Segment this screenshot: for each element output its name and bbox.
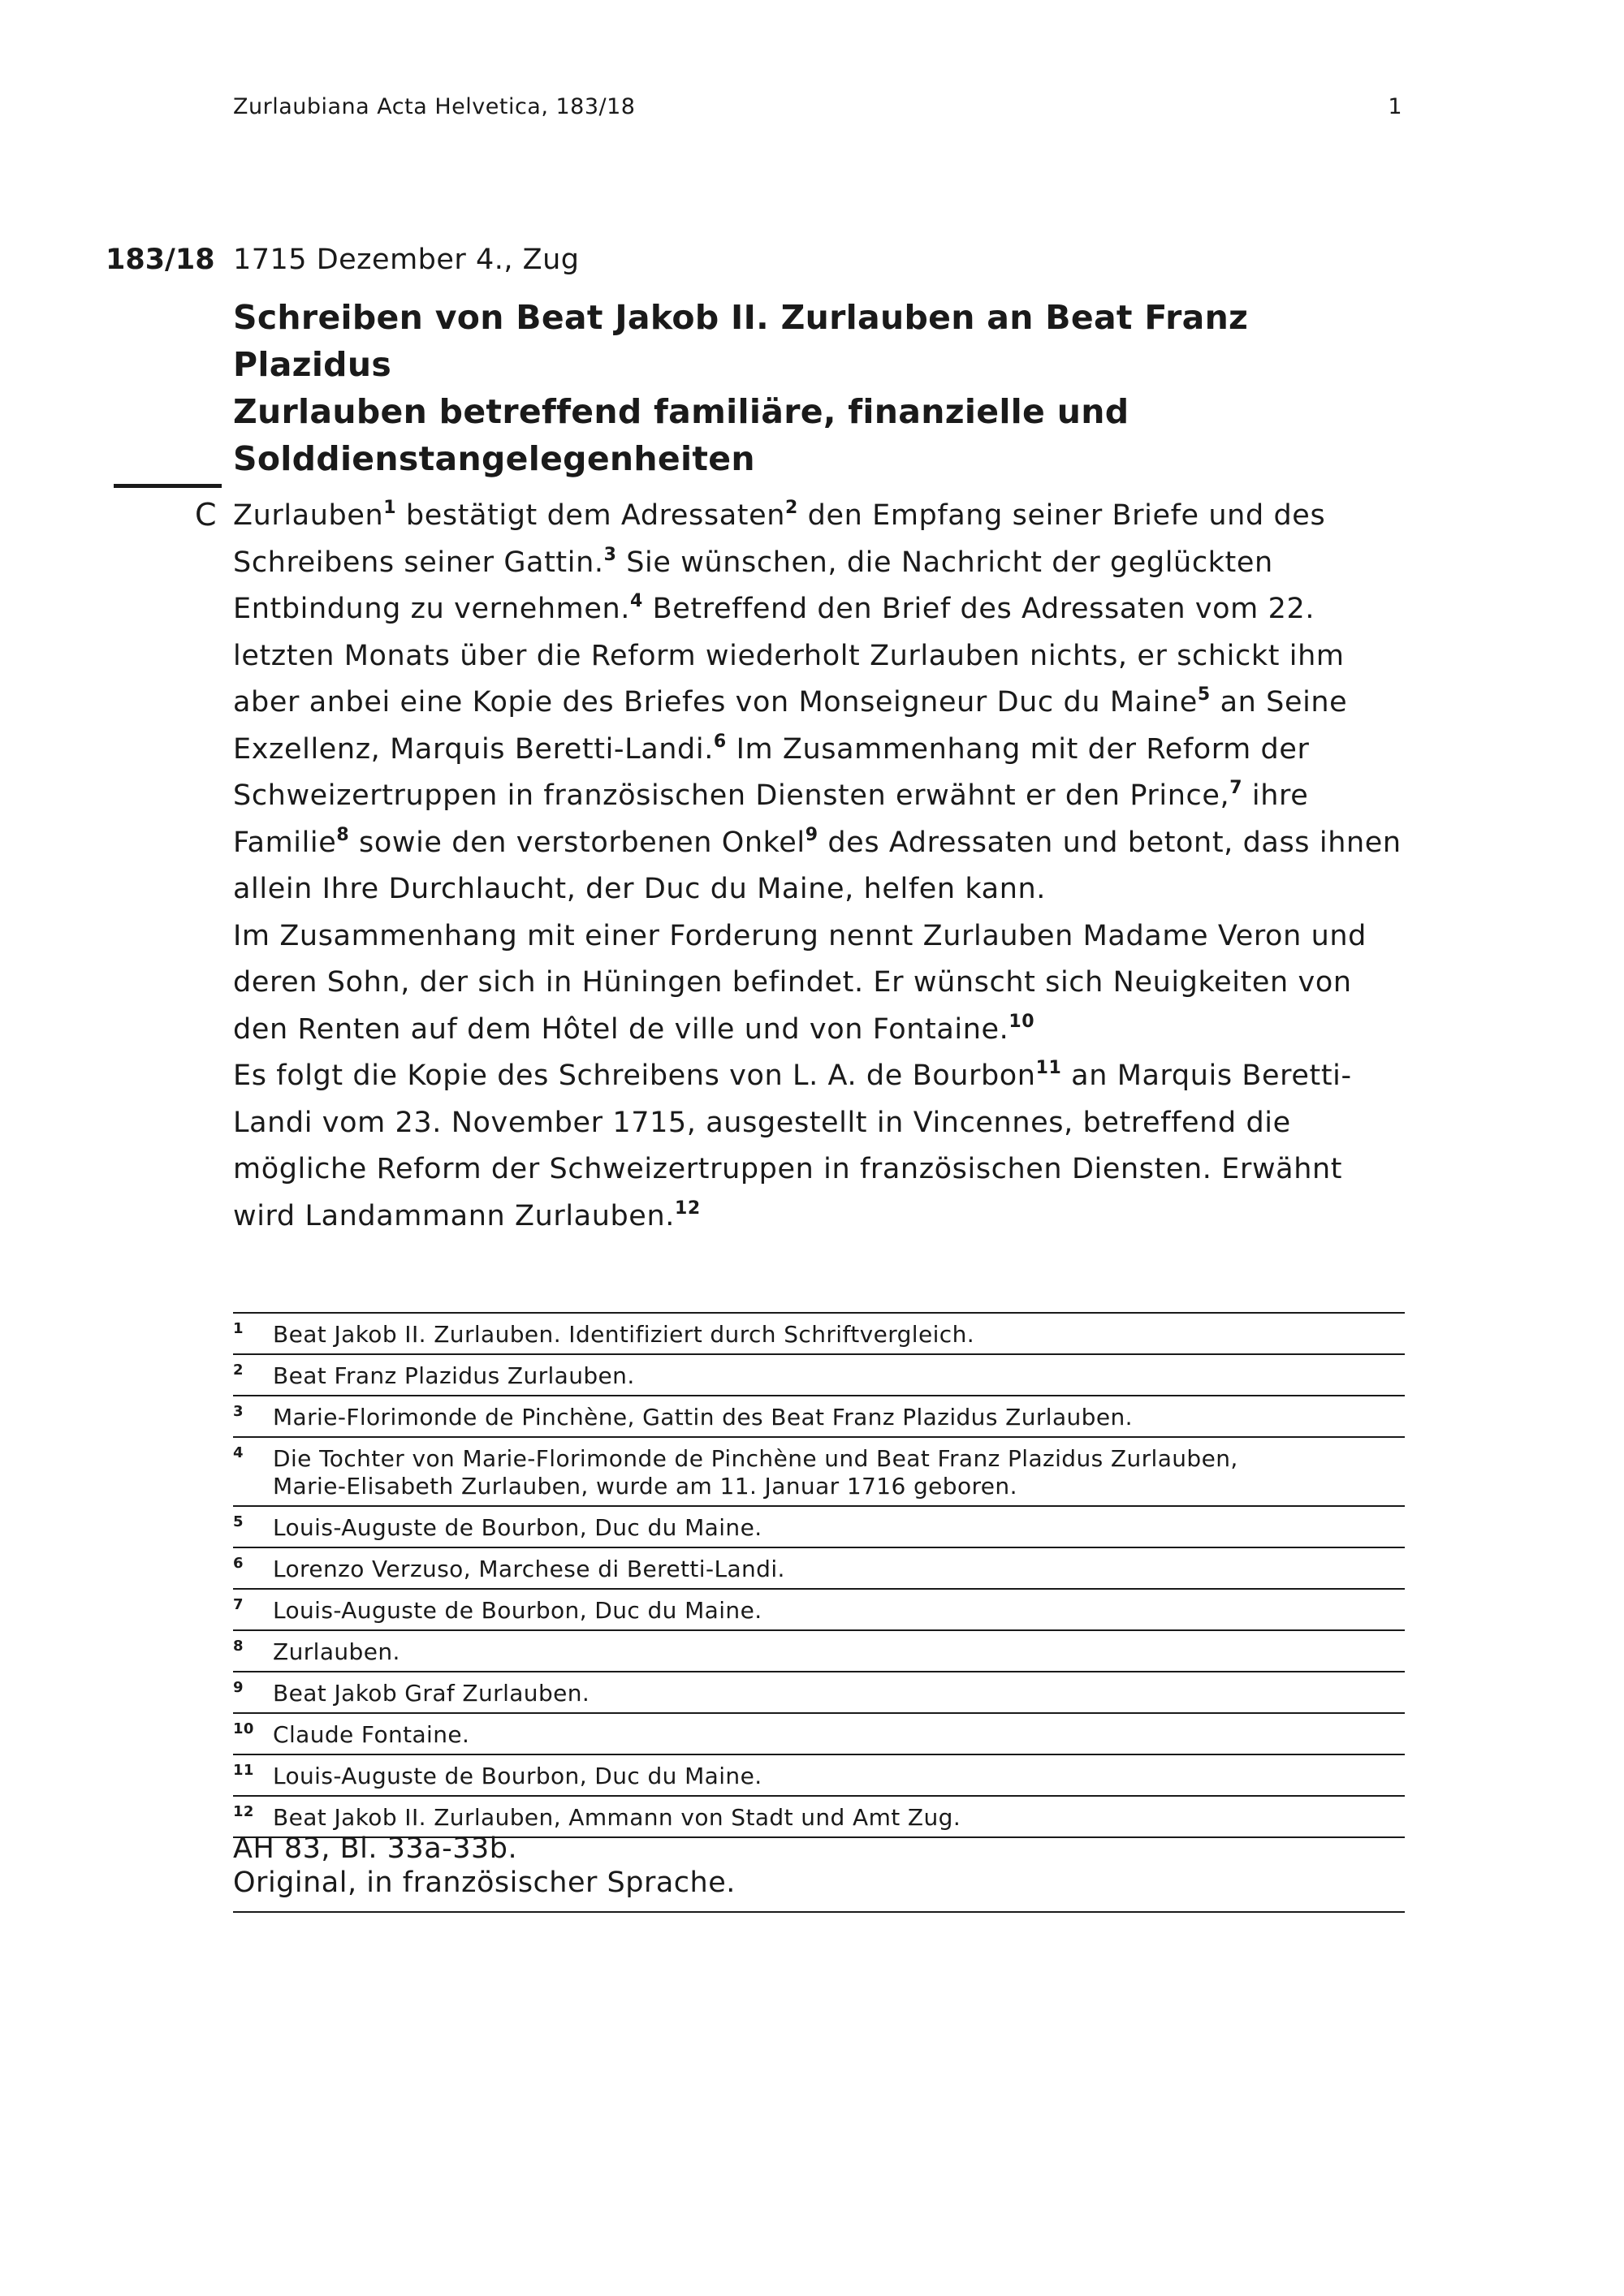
footnote-reference[interactable]: 7 — [1229, 778, 1243, 798]
regest-text-segment: letzten Monats über die Reform wiederholt Zurlauben nichts, er schickt ihm — [233, 639, 1345, 672]
footnote-reference[interactable]: 9 — [805, 824, 818, 845]
footnote-text — [273, 1556, 1405, 1583]
regest-text-segment: Exzellenz, Marquis Beretti-Landi. — [233, 732, 714, 766]
footnote-reference[interactable]: 3 — [603, 544, 617, 565]
footnote-text — [273, 1321, 1405, 1349]
regest-line — [233, 727, 1410, 774]
regest-line — [233, 680, 1410, 727]
regest-line — [233, 540, 1410, 587]
footnote-number: 2 — [233, 1362, 244, 1379]
footnote-line: Beat Jakob II. Zurlauben, Ammann von Stadt und Amt Zug. — [273, 1804, 961, 1831]
footnote-number: 9 — [233, 1679, 244, 1696]
regest-line — [233, 773, 1410, 820]
document-number: 183/18 — [106, 244, 215, 276]
footnote-item — [233, 1590, 1405, 1631]
footnote-line: Claude Fontaine. — [273, 1721, 470, 1748]
regest-line — [233, 586, 1410, 633]
footnote-item — [233, 1631, 1405, 1672]
regest-text-segment: Im Zusammenhang mit einer Forderung nennt Zurlauben Madame Veron und — [233, 919, 1367, 952]
footnote-text — [273, 1445, 1405, 1500]
document-date-place: 1715 Dezember 4., Zug — [233, 244, 580, 276]
footnote-item — [233, 1672, 1405, 1714]
footnote-text — [273, 1763, 1405, 1790]
footnote-reference[interactable]: 1 — [383, 498, 397, 518]
footnote-number: 10 — [233, 1720, 254, 1737]
regest-line — [233, 820, 1410, 867]
regest-text-segment: allein Ihre Durchlaucht, der Duc du Maine, helfen kann. — [233, 873, 1047, 905]
regest-text-segment: bestätigt dem Adressaten — [396, 499, 785, 532]
regest-line — [233, 1146, 1410, 1193]
regest-line — [233, 1007, 1410, 1054]
footnote-number: 4 — [233, 1444, 244, 1461]
footnote-number: 8 — [233, 1638, 244, 1655]
regest-text-segment: Entbindung zu vernehmen. — [233, 593, 631, 625]
footnote-reference[interactable]: 10 — [1009, 1011, 1035, 1032]
footnote-reference[interactable]: 8 — [336, 824, 350, 845]
regest-text-segment: Es folgt die Kopie des Schreibens von L. A. de Bourbon — [233, 1060, 1036, 1092]
regest-text-segment: Zurlauben — [233, 499, 384, 532]
document-title — [233, 294, 1370, 482]
footnote-number: 6 — [233, 1555, 244, 1572]
footnote-line: Marie-Elisabeth Zurlauben, wurde am 11. Januar 1716 geboren. — [273, 1473, 1017, 1500]
footnote-number: 5 — [233, 1513, 244, 1530]
section-marker-letter: C — [195, 497, 217, 533]
source-note — [233, 1832, 1405, 1913]
regest-text-segment: an Marquis Beretti- — [1061, 1060, 1352, 1092]
footnote-line: Die Tochter von Marie-Florimonde de Pinchène und Beat Franz Plazidus Zurlauben, — [273, 1445, 1238, 1472]
footnote-number: 3 — [233, 1403, 244, 1420]
regest-line — [233, 1053, 1410, 1100]
regest-text-segment: den Renten auf dem Hôtel de ville und von Fontaine. — [233, 1012, 1009, 1046]
document-title-line: Schreiben von Beat Jakob II. Zurlauben an Beat Franz Plazidus — [233, 298, 1249, 384]
footnote-line: Louis-Auguste de Bourbon, Duc du Maine. — [273, 1514, 762, 1541]
footnote-text — [273, 1362, 1405, 1390]
footnote-line: Louis-Auguste de Bourbon, Duc du Maine. — [273, 1597, 762, 1624]
footnote-reference[interactable]: 5 — [1197, 684, 1211, 705]
footnote-text — [273, 1404, 1405, 1431]
footnote-line: Beat Jakob Graf Zurlauben. — [273, 1680, 590, 1707]
footnote-text — [273, 1680, 1405, 1707]
footnote-number: 1 — [233, 1320, 244, 1337]
regest-text-segment: mögliche Reform der Schweizertruppen in französischen Diensten. Erwähnt — [233, 1153, 1343, 1185]
footnote-text — [273, 1638, 1405, 1666]
regest-text-segment: Sie wünschen, die Nachricht der geglückten — [616, 546, 1273, 579]
regest-text-segment: sowie den verstorbenen Onkel — [349, 826, 806, 859]
footnote-line: Lorenzo Verzuso, Marchese di Beretti-Landi. — [273, 1556, 785, 1582]
source-line: AH 83, Bl. 33a-33b. — [233, 1832, 518, 1865]
regest-line — [233, 493, 1410, 540]
source-line: Original, in französischer Sprache. — [233, 1867, 736, 1899]
footnotes-list — [233, 1312, 1405, 1838]
regest-text-segment: Schweizertruppen in französischen Diensten erwähnt er den Prince, — [233, 779, 1230, 812]
regest-text-segment: Familie — [233, 826, 337, 859]
regest-text-segment: wird Landammann Zurlauben. — [233, 1199, 675, 1232]
footnote-line: Marie-Florimonde de Pinchène, Gattin des Beat Franz Plazidus Zurlauben. — [273, 1404, 1133, 1431]
regest-text-segment: Betreffend den Brief des Adressaten vom 22. — [642, 593, 1315, 625]
running-title: Zurlaubiana Acta Helvetica, 183/18 — [233, 94, 636, 119]
footnote-text — [273, 1804, 1405, 1832]
footnote-number: 7 — [233, 1596, 244, 1613]
footnote-item — [233, 1507, 1405, 1548]
regest-text-segment: Im Zusammenhang mit der Reform der — [726, 732, 1310, 766]
footnote-line: Beat Jakob II. Zurlauben. Identifiziert durch Schriftvergleich. — [273, 1321, 975, 1348]
regest-text-segment: an Seine — [1210, 686, 1348, 719]
footnote-line: Louis-Auguste de Bourbon, Duc du Maine. — [273, 1763, 762, 1789]
footnote-reference[interactable]: 11 — [1035, 1058, 1062, 1078]
regest-line — [233, 1193, 1410, 1241]
footnote-item — [233, 1355, 1405, 1396]
regest-text-segment: ihre — [1242, 779, 1309, 812]
regest-text-segment: aber anbei eine Kopie des Briefes von Monseigneur Duc du Maine — [233, 686, 1198, 719]
footnote-item — [233, 1714, 1405, 1755]
footnote-text — [273, 1721, 1405, 1749]
page-number: 1 — [1388, 94, 1402, 119]
regest-text-segment: des Adressaten und betont, dass ihnen — [818, 826, 1402, 859]
document-title-line: Solddienstangelegenheiten — [233, 439, 755, 478]
document-title-line: Zurlauben betreffend familiäre, finanzielle und — [233, 392, 1129, 431]
section-marker-rule — [114, 484, 222, 488]
regest-line — [233, 913, 1410, 960]
footnote-reference[interactable]: 4 — [630, 591, 643, 611]
regest-line — [233, 633, 1410, 680]
regest-text-segment: den Empfang seiner Briefe und des — [797, 499, 1326, 532]
footnote-item — [233, 1755, 1405, 1797]
footnote-text — [273, 1514, 1405, 1542]
regest-line — [233, 960, 1410, 1007]
regest-text-segment: deren Sohn, der sich in Hüningen befindet. Er wünscht sich Neuigkeiten von — [233, 966, 1352, 999]
footnote-reference[interactable]: 6 — [713, 731, 727, 752]
footnote-item — [233, 1314, 1405, 1355]
regest-text — [233, 493, 1410, 1240]
footnote-item — [233, 1396, 1405, 1438]
footnote-reference[interactable]: 2 — [785, 498, 798, 518]
regest-line — [233, 1100, 1410, 1147]
footnote-text — [273, 1597, 1405, 1625]
footnote-number: 12 — [233, 1803, 254, 1820]
footnote-line: Beat Franz Plazidus Zurlauben. — [273, 1362, 635, 1389]
regest-text-segment: Landi vom 23. November 1715, ausgestellt in Vincennes, betreffend die — [233, 1106, 1291, 1139]
footnote-item — [233, 1548, 1405, 1590]
footnote-item — [233, 1438, 1405, 1507]
regest-line — [233, 866, 1410, 913]
footnote-reference[interactable]: 12 — [674, 1198, 701, 1219]
footnote-number: 11 — [233, 1762, 254, 1779]
regest-text-segment: Schreibens seiner Gattin. — [233, 546, 604, 579]
footnote-line: Zurlauben. — [273, 1638, 400, 1665]
